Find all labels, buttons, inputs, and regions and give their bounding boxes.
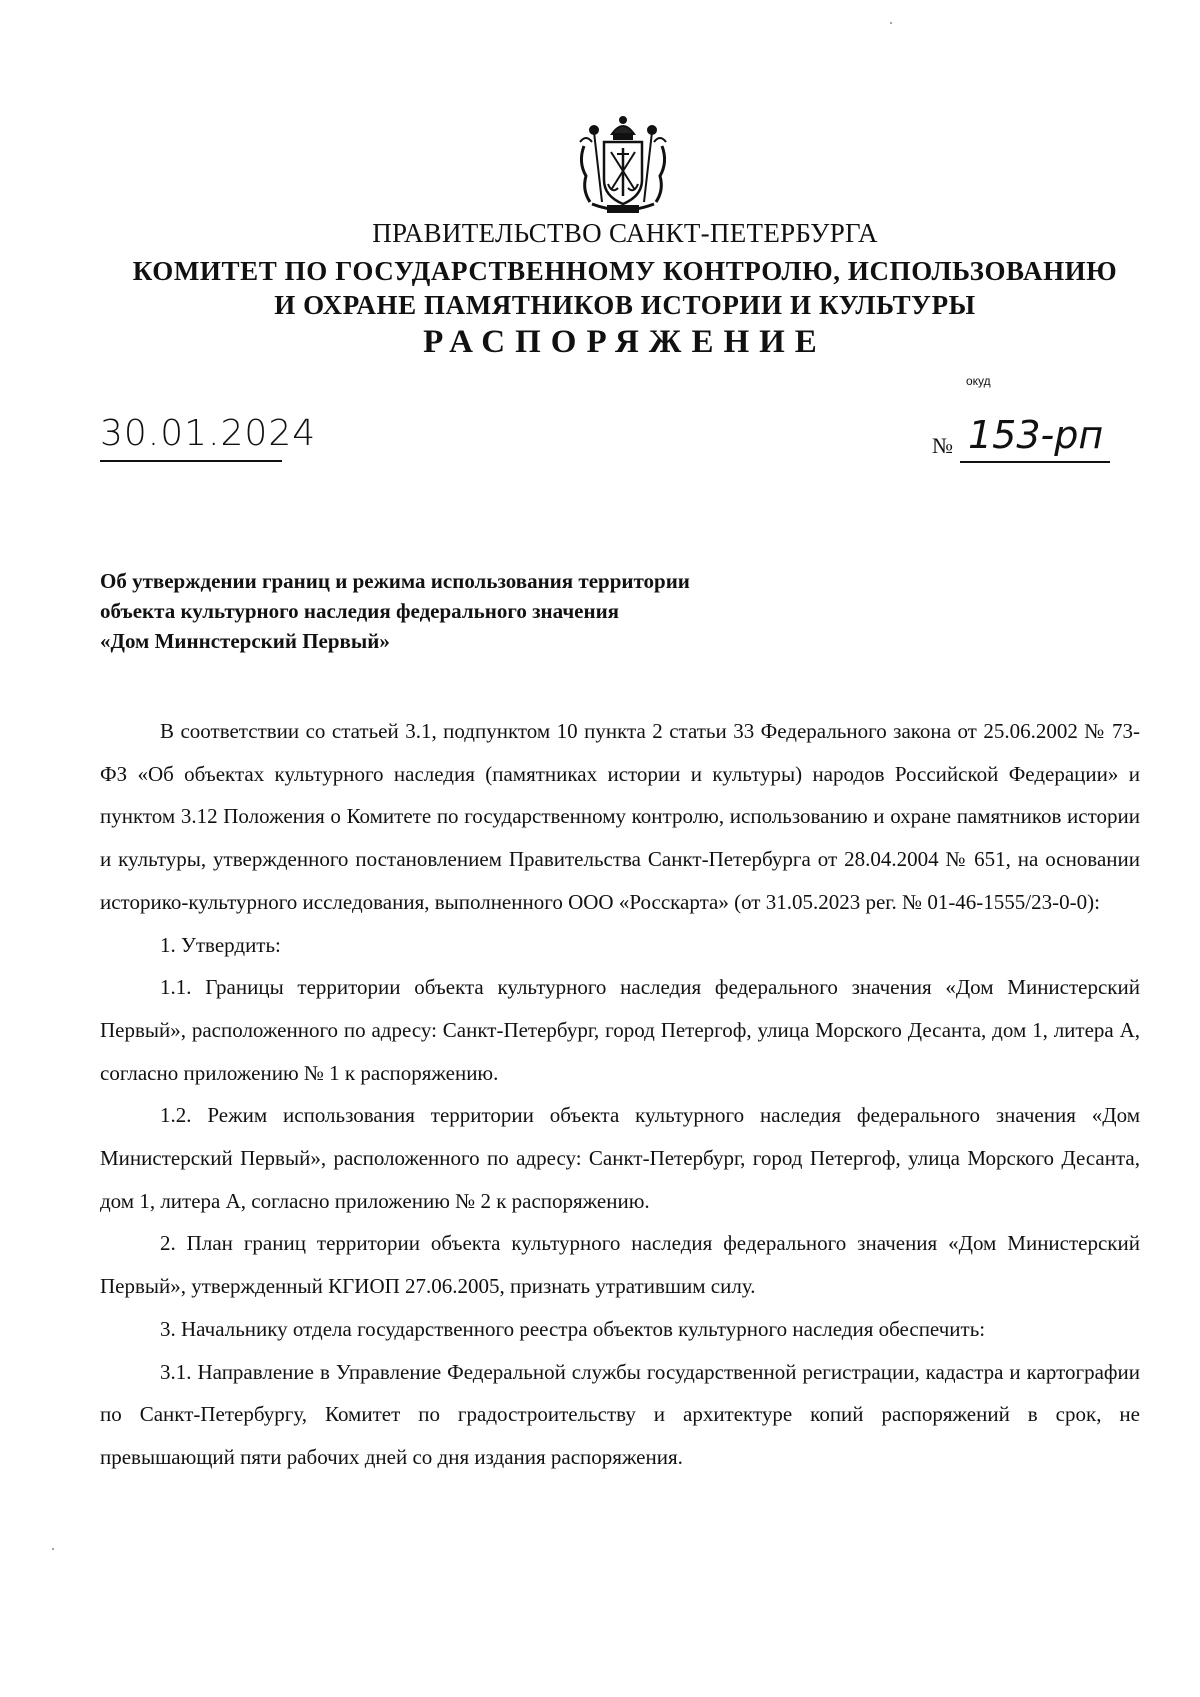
subject-line-3: «Дом Миннстерский Первый» [100, 629, 390, 653]
body-paragraph-2: 2. План границ территории объекта культурного наследия федерального значения «Дом Министерский Первый», утвержденный КГИОП 27.06.2005, признать утратившим силу. [100, 1231, 1140, 1299]
committee-name-line-1: КОМИТЕТ ПО ГОСУДАРСТВЕННОМУ КОНТРОЛЮ, ИСПОЛЬЗОВАНИЮ [132, 256, 1118, 286]
number-underline [960, 461, 1110, 463]
body-paragraph-preamble: В соответствии со статьей 3.1, подпунктом 10 пункта 2 статьи 33 Федерального закона от 25.06.2002 № 73-ФЗ «Об объектах культурного наследия (памятниках истории и культуры) народов Российской Федерации» и пунктом 3.12 Положения о Комитете по государственному контролю, использованию и охране памятников истории и культуры, утвержденного постановлением Правительства Санкт-Петербурга от 28.04.2004 № 651, на основании историко-культурного исследования, выполненного ООО «Росскарта» (от 31.05.2023 рег. № 01-46-1555/23-0-0): [100, 719, 1140, 914]
committee-name [0, 254, 1200, 322]
subject-line-2: объекта культурного наследия федерального значения [100, 599, 620, 623]
body-paragraph-1-2: 1.2. Режим использования территории объекта культурного наследия федерального значения «Дом Министерский Первый», расположенного по адресу: Санкт-Петербург, город Петергоф, улица Морского Десанта, дом 1, литера А, согласно приложению № 2 к распоряжению. [100, 1103, 1140, 1213]
subject-line-1: Об утверждении границ и режима использования территории [100, 569, 690, 593]
body-paragraph-3: 3. Начальнику отдела государственного реестра объектов культурного наследия обеспечить: [160, 1316, 986, 1341]
body-paragraph-1-1: 1.1. Границы территории объекта культурного наследия федерального значения «Дом Министерский Первый», расположенного по адресу: Санкт-Петербург, город Петергоф, улица Морского Десанта, дом 1, литера А, согласно приложению № 1 к распоряжению. [100, 975, 1140, 1085]
body-paragraph-1: 1. Утвердить: [160, 932, 281, 957]
body-paragraph-3-1: 3.1. Направление в Управление Федеральной службы государственной регистрации, кадастра и картографии по Санкт-Петербургу, Комитет по градостроительству и архитектуре копий распоряжений в срок, не превышающий пяти рабочих дней со дня издания распоряжения. [100, 1359, 1140, 1469]
government-name: ПРАВИТЕЛЬСТВО САНКТ-ПЕТЕРБУРГА [372, 218, 878, 248]
document-subject [100, 566, 860, 656]
document-number: 153-рп [968, 413, 1104, 457]
document-type-title: РАСПОРЯЖЕНИЕ [423, 324, 827, 360]
committee-name-line-2: И ОХРАНЕ ПАМЯТНИКОВ ИСТОРИИ И КУЛЬТУРЫ [274, 290, 976, 320]
number-sign: № [932, 433, 953, 458]
document-date: 30.01.2024 [100, 413, 317, 454]
coat-of-arms-icon [572, 112, 674, 220]
scan-speck [890, 22, 892, 24]
scan-speck [52, 1548, 54, 1550]
date-underline [100, 460, 282, 462]
document-body [100, 710, 1140, 1479]
okud-label: окуд [966, 374, 991, 388]
